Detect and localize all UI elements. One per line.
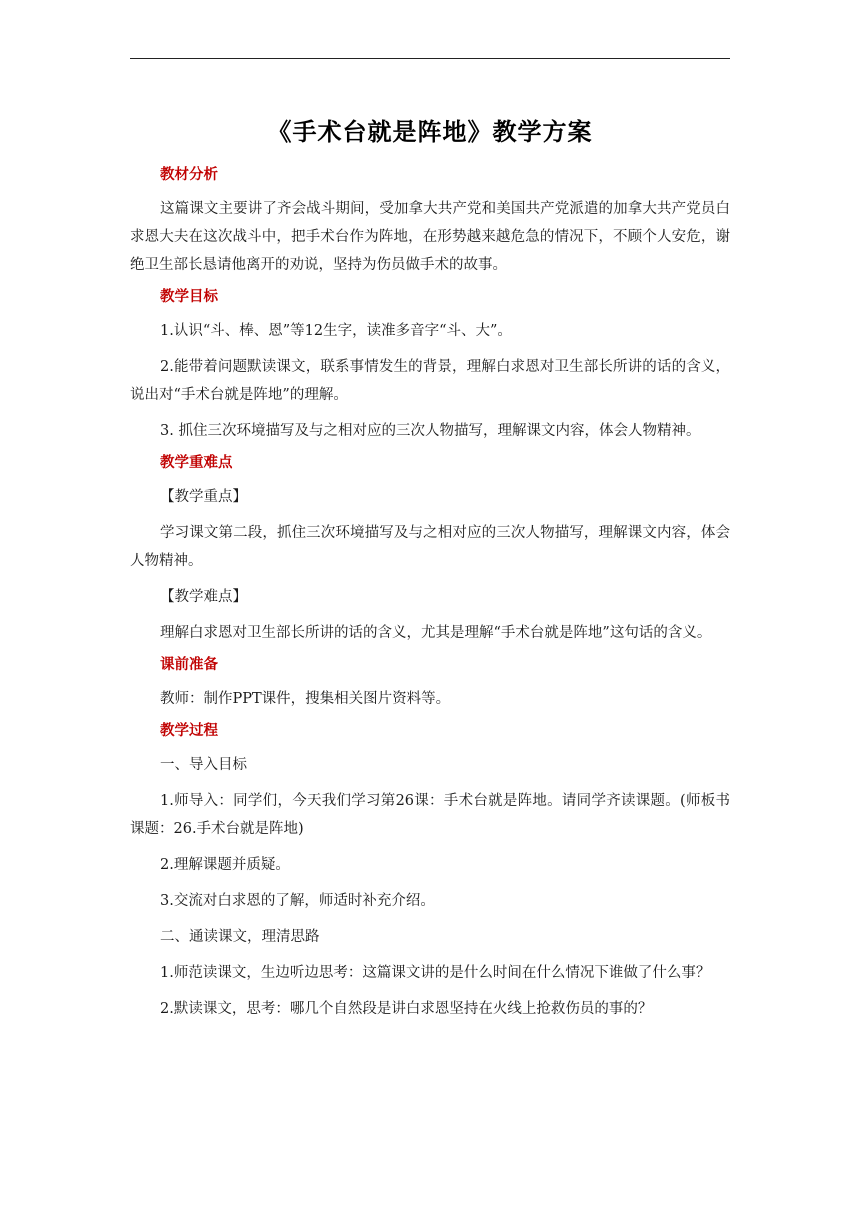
paragraph: 学习课文第二段，抓住三次环境描写及与之相对应的三次人物描写，理解课文内容，体会人物精神。 <box>130 525 730 569</box>
paragraph: 这篇课文主要讲了齐会战斗期间，受加拿大共产党和美国共产党派遣的加拿大共产党员白求恩大夫在这次战斗中，把手术台作为阵地，在形势越来越危急的情况下，不顾个人安危，谢绝卫生部长恳请他离开的劝说，坚持为伤员做手术的故事。 <box>130 201 730 273</box>
section-heading-teaching-process: 教学过程 <box>160 723 218 739</box>
document-body <box>130 104 730 1031</box>
paragraph: 3. 抓住三次环境描写及与之相对应的三次人物描写，理解课文内容，体会人物精神。 <box>160 423 701 439</box>
paragraph: 教师：制作PPT课件，搜集相关图片资料等。 <box>160 691 451 707</box>
section-heading-key-points: 教学重难点 <box>160 455 233 471</box>
subheading-difficult-point: 【教学难点】 <box>160 589 247 605</box>
paragraph: 1.认识“斗、棒、恩”等12生字，读准多音字“斗、大”。 <box>160 323 512 339</box>
paragraph: 理解白求恩对卫生部长所讲的话的含义，尤其是理解“手术台就是阵地”这句话的含义。 <box>160 625 712 641</box>
paragraph: 2.默读课文，思考：哪几个自然段是讲白求恩坚持在火线上抢救伤员的事的？ <box>160 1001 653 1017</box>
paragraph: 2.理解课题并质疑。 <box>160 857 290 873</box>
subheading-key-point: 【教学重点】 <box>160 489 247 505</box>
paragraph: 2.能带着问题默读课文，联系事情发生的背景，理解白求恩对卫生部长所讲的话的含义，说出对“手术台就是阵地”的理解。 <box>130 359 730 403</box>
document-title: 《手术台就是阵地》教学方案 <box>267 118 593 146</box>
section-heading-teaching-goals: 教学目标 <box>160 289 218 305</box>
paragraph: 1.师导入：同学们，今天我们学习第26课：手术台就是阵地。请同学齐读课题。(师板书课题：26.手术台就是阵地) <box>130 793 730 837</box>
paragraph: 二、通读课文，理清思路 <box>160 929 320 945</box>
section-heading-material-analysis: 教材分析 <box>160 167 218 183</box>
header-rule <box>130 58 730 59</box>
paragraph: 3.交流对白求恩的了解，师适时补充介绍。 <box>160 893 435 909</box>
paragraph: 一、导入目标 <box>160 757 247 773</box>
section-heading-preparation: 课前准备 <box>160 657 218 673</box>
paragraph: 1.师范读课文，生边听边思考：这篇课文讲的是什么时间在什么情况下谁做了什么事？ <box>160 965 711 981</box>
